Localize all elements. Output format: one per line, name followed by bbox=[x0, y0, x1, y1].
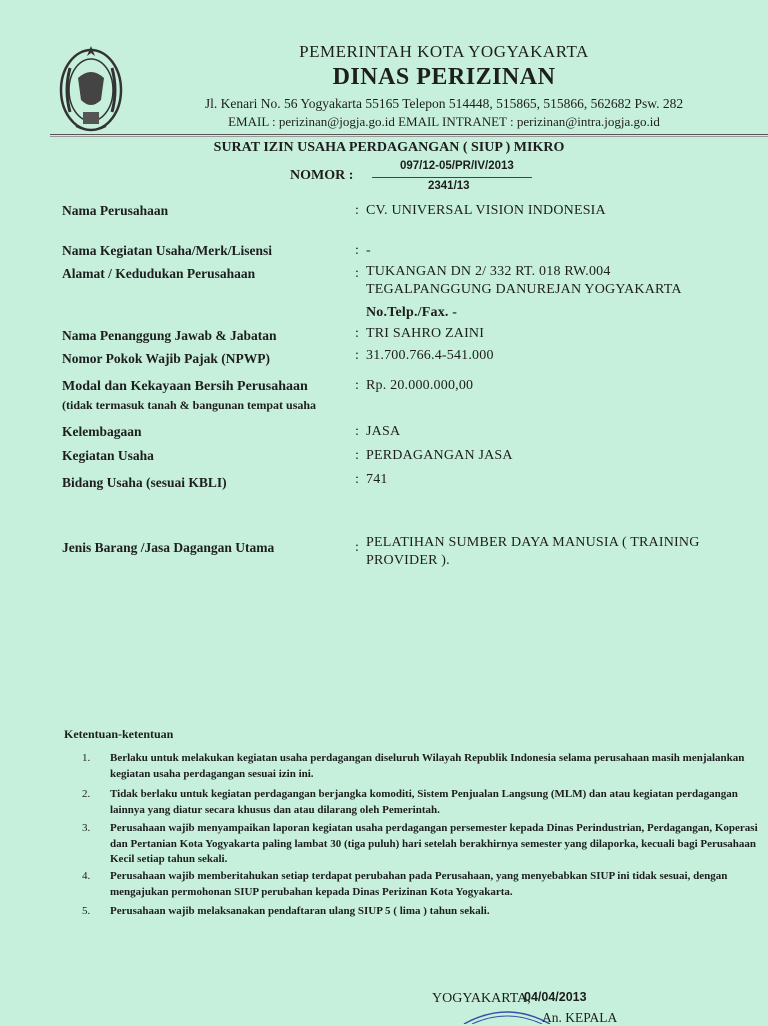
signature-place: YOGYAKARTA, bbox=[432, 991, 531, 1006]
number-divider bbox=[372, 177, 532, 178]
number-label: NOMOR : bbox=[290, 168, 354, 183]
capital-value: Rp. 20.000.000,00 bbox=[366, 378, 474, 393]
field-label: Jenis Barang /Jasa Dagangan Utama bbox=[62, 540, 275, 555]
field-colon: : bbox=[355, 472, 359, 487]
institution-value: JASA bbox=[366, 424, 401, 439]
header-divider-thin bbox=[50, 136, 768, 137]
provision-text: Perusahaan wajib menyampaikan laporan kegiatan usaha perdagangan persemester kepada Dinas Perindustrian, Perdagangan, Koperasi dan Pertanian Kota Yogyakarta paling lambat 30 (tiga puluh) hari setelah berakhirnya semester yang dilaporka, kecuali bagi Perusahaan Kecil setiap tahun sekali. bbox=[110, 822, 758, 865]
document-title: SURAT IZIN USAHA PERDAGANGAN ( SIUP ) MIKRO bbox=[213, 140, 565, 155]
field-label: Alamat / Kedudukan Perusahaan bbox=[62, 266, 256, 281]
company-name-value: CV. UNIVERSAL VISION INDONESIA bbox=[366, 203, 606, 218]
header-divider bbox=[50, 134, 768, 135]
field-label: Kegiatan Usaha bbox=[62, 448, 154, 463]
field-colon: : bbox=[355, 266, 359, 281]
responsible-person-value: TRI SAHRO ZAINI bbox=[366, 326, 485, 341]
field-colon: : bbox=[355, 378, 359, 393]
field-label: Nomor Pokok Wajib Pajak (NPWP) bbox=[62, 351, 271, 366]
field-colon: : bbox=[355, 243, 359, 258]
kbli-value: 741 bbox=[366, 472, 388, 487]
number-bottom: 2341/13 bbox=[428, 180, 470, 192]
provision-number: 5. bbox=[82, 905, 91, 917]
provision-number: 1. bbox=[82, 752, 91, 764]
government-name: PEMERINTAH KOTA YOGYAKARTA bbox=[299, 42, 589, 61]
provision-text: Tidak berlaku untuk kegiatan perdagangan berjangka komoditi, Sistem Penjualan Langsung (MLM) dan atau kegiatan perdagangan lainnya yang diatur secara khusus dan atau dilarang oleh Pemerintah. bbox=[110, 788, 738, 816]
office-name: DINAS PERIZINAN bbox=[332, 64, 556, 90]
signature-date: 04/04/2013 bbox=[524, 990, 587, 1004]
business-brand-value: - bbox=[366, 243, 371, 258]
provisions-title: Ketentuan-ketentuan bbox=[64, 727, 174, 741]
signature-role: An. KEPALA bbox=[542, 1010, 618, 1025]
provision-number: 3. bbox=[82, 822, 91, 834]
field-colon: : bbox=[355, 540, 359, 555]
field-colon: : bbox=[355, 348, 359, 363]
main-goods-value-line1: PELATIHAN SUMBER DAYA MANUSIA ( TRAINING bbox=[366, 535, 700, 550]
official-stamp-icon bbox=[462, 1006, 552, 1024]
field-label: Nama Penanggung Jawab & Jabatan bbox=[62, 328, 277, 343]
main-goods-value-line2: PROVIDER ). bbox=[366, 553, 450, 568]
field-label: Bidang Usaha (sesuai KBLI) bbox=[62, 475, 227, 490]
phone-fax-value: No.Telp./Fax. - bbox=[366, 305, 458, 320]
field-colon: : bbox=[355, 326, 359, 341]
business-activity-value: PERDAGANGAN JASA bbox=[366, 448, 513, 463]
field-label: Modal dan Kekayaan Bersih Perusahaan bbox=[62, 379, 308, 394]
field-colon: : bbox=[355, 424, 359, 439]
office-email: EMAIL : perizinan@jogja.go.id EMAIL INTRANET : perizinan@intra.jogja.go.id bbox=[228, 114, 660, 129]
provision-number: 4. bbox=[82, 870, 91, 882]
npwp-value: 31.700.766.4-541.000 bbox=[366, 348, 494, 363]
provision-text: Perusahaan wajib memberitahukan setiap terdapat perubahan pada Perusahaan, yang menyebabkan SIUP ini tidak sesuai, dengan mengajukan permohonan SIUP perubahan kepada Dinas Perizinan Kota Yogyakarta. bbox=[110, 870, 728, 898]
provision-text: Berlaku untuk melakukan kegiatan usaha perdagangan diseluruh Wilayah Republik Indonesia selama perusahaan masih menjalankan kegiatan usaha perdagangan sesuai izin ini. bbox=[110, 752, 745, 780]
provision-text: Perusahaan wajib melaksanakan pendaftaran ulang SIUP 5 ( lima ) tahun sekali. bbox=[110, 905, 490, 917]
address-value-line2: TEGALPANGGUNG DANUREJAN YOGYAKARTA bbox=[366, 282, 682, 297]
field-label: Nama Kegiatan Usaha/Merk/Lisensi bbox=[62, 243, 273, 258]
address-value-line1: TUKANGAN DN 2/ 332 RT. 018 RW.004 bbox=[366, 264, 611, 279]
number-top: 097/12-05/PR/IV/2013 bbox=[400, 160, 514, 172]
office-address: Jl. Kenari No. 56 Yogyakarta 55165 Telepon 514448, 515865, 515866, 562682 Psw. 282 bbox=[204, 96, 684, 111]
provision-number: 2. bbox=[82, 788, 91, 800]
field-sublabel: (tidak termasuk tanah & bangunan tempat usaha bbox=[62, 398, 317, 412]
field-label: Kelembagaan bbox=[62, 424, 142, 439]
field-colon: : bbox=[355, 203, 359, 218]
field-colon: : bbox=[355, 448, 359, 463]
field-label: Nama Perusahaan bbox=[62, 203, 169, 218]
